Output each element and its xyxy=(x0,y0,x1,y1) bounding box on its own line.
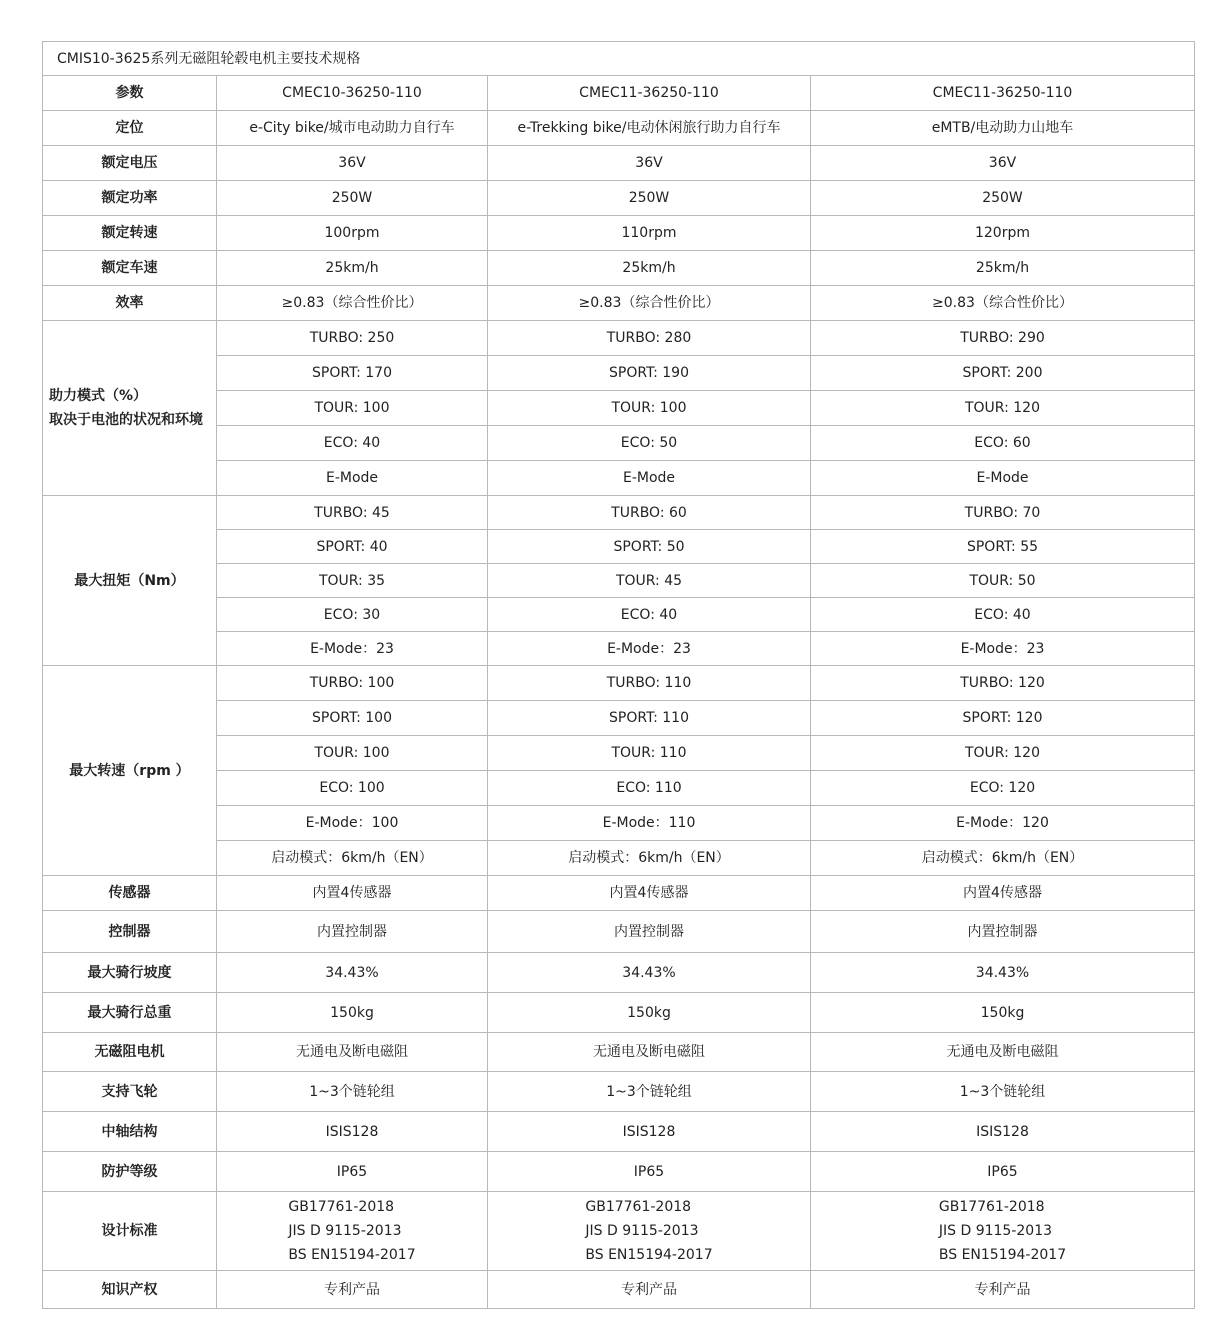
table-cell: 250W xyxy=(488,181,811,216)
assist-mode-label xyxy=(43,321,217,496)
table-row xyxy=(43,286,1195,321)
row-label: 支持飞轮 xyxy=(43,1072,217,1112)
assist-label-line1: 助力模式（%） xyxy=(49,388,148,404)
table-cell: E-Mode xyxy=(488,461,811,496)
table-cell: ISIS128 xyxy=(217,1112,488,1152)
row-label: 参数 xyxy=(43,76,217,111)
table-cell: 专利产品 xyxy=(217,1271,488,1309)
table-cell: E-Mode：100 xyxy=(217,806,488,841)
table-cell: TURBO: 100 xyxy=(217,666,488,701)
table-cell: TOUR: 100 xyxy=(217,736,488,771)
table-row xyxy=(43,993,1195,1033)
table-cell: TURBO: 110 xyxy=(488,666,811,701)
row-label: 中轴结构 xyxy=(43,1112,217,1152)
standard-item: GB17761-2018 xyxy=(288,1199,395,1215)
table-cell: ECO: 30 xyxy=(217,598,488,632)
table-row xyxy=(43,251,1195,286)
table-cell: E-Mode xyxy=(217,461,488,496)
table-cell: 36V xyxy=(217,146,488,181)
table-row xyxy=(43,76,1195,111)
table-row xyxy=(43,953,1195,993)
table-title: CMIS10-3625系列无磁阻轮毂电机主要技术规格 xyxy=(43,42,1195,76)
table-cell: SPORT: 50 xyxy=(488,530,811,564)
row-label: 防护等级 xyxy=(43,1152,217,1192)
table-row xyxy=(43,1112,1195,1152)
table-cell: IP65 xyxy=(217,1152,488,1192)
table-cell: SPORT: 190 xyxy=(488,356,811,391)
table-row xyxy=(43,1033,1195,1072)
table-row xyxy=(43,181,1195,216)
table-cell: E-Mode：120 xyxy=(811,806,1195,841)
row-label: 定位 xyxy=(43,111,217,146)
table-cell: ECO: 60 xyxy=(811,426,1195,461)
table-cell: 25km/h xyxy=(217,251,488,286)
table-cell: 150kg xyxy=(488,993,811,1033)
table-cell: 34.43% xyxy=(217,953,488,993)
table-row xyxy=(43,321,1195,356)
table-cell: 无通电及断电磁阻 xyxy=(811,1033,1195,1072)
assist-label-line2: 取决于电池的状况和环境 xyxy=(49,412,203,428)
table-cell: 专利产品 xyxy=(811,1271,1195,1309)
table-cell: ECO: 100 xyxy=(217,771,488,806)
standards-list xyxy=(288,1195,415,1267)
standards-cell xyxy=(488,1192,811,1271)
table-cell: ECO: 120 xyxy=(811,771,1195,806)
table-cell: TOUR: 100 xyxy=(488,391,811,426)
table-row xyxy=(43,111,1195,146)
standards-list xyxy=(939,1195,1066,1267)
table-cell: SPORT: 110 xyxy=(488,701,811,736)
table-cell: SPORT: 40 xyxy=(217,530,488,564)
table-cell: ISIS128 xyxy=(811,1112,1195,1152)
row-label: 最大骑行总重 xyxy=(43,993,217,1033)
table-cell: 150kg xyxy=(811,993,1195,1033)
table-cell: E-Mode：110 xyxy=(488,806,811,841)
table-row xyxy=(43,146,1195,181)
table-cell: SPORT: 100 xyxy=(217,701,488,736)
table-row xyxy=(43,876,1195,911)
table-cell: 启动模式：6km/h（EN） xyxy=(488,841,811,876)
standard-item: GB17761-2018 xyxy=(938,1199,1045,1215)
standards-cell xyxy=(811,1192,1195,1271)
table-cell: 25km/h xyxy=(488,251,811,286)
table-cell: ≥0.83（综合性价比） xyxy=(488,286,811,321)
table-cell: TURBO: 280 xyxy=(488,321,811,356)
table-cell: SPORT: 55 xyxy=(811,530,1195,564)
table-cell: 内置控制器 xyxy=(488,911,811,953)
table-cell: TURBO: 70 xyxy=(811,496,1195,530)
table-row xyxy=(43,1271,1195,1309)
table-cell: TOUR: 120 xyxy=(811,736,1195,771)
table-cell: eMTB/电动助力山地车 xyxy=(811,111,1195,146)
row-label: 传感器 xyxy=(43,876,217,911)
table-row xyxy=(43,216,1195,251)
table-cell: TOUR: 50 xyxy=(811,564,1195,598)
standard-item: GB17761-2018 xyxy=(585,1199,692,1215)
table-cell: 25km/h xyxy=(811,251,1195,286)
row-label: 额定电压 xyxy=(43,146,217,181)
table-cell: 36V xyxy=(811,146,1195,181)
row-label: 最大骑行坡度 xyxy=(43,953,217,993)
table-cell: 专利产品 xyxy=(488,1271,811,1309)
table-cell: 34.43% xyxy=(811,953,1195,993)
model-header-1: CMEC10-36250-110 xyxy=(217,76,488,111)
standard-item: BS EN15194-2017 xyxy=(585,1247,713,1263)
table-cell: 启动模式：6km/h（EN） xyxy=(217,841,488,876)
table-cell: 120rpm xyxy=(811,216,1195,251)
table-cell: SPORT: 170 xyxy=(217,356,488,391)
table-cell: ECO: 50 xyxy=(488,426,811,461)
table-cell: 内置4传感器 xyxy=(811,876,1195,911)
max-torque-label: 最大扭矩（Nm） xyxy=(43,496,217,666)
model-header-2: CMEC11-36250-110 xyxy=(488,76,811,111)
spec-table xyxy=(42,41,1195,1309)
table-cell: E-Mode xyxy=(811,461,1195,496)
table-cell: 150kg xyxy=(217,993,488,1033)
table-cell: IP65 xyxy=(488,1152,811,1192)
table-cell: 内置控制器 xyxy=(217,911,488,953)
table-cell: E-Mode：23 xyxy=(488,632,811,666)
table-cell: ECO: 40 xyxy=(811,598,1195,632)
table-row xyxy=(43,1152,1195,1192)
table-cell: 36V xyxy=(488,146,811,181)
row-label: 控制器 xyxy=(43,911,217,953)
table-cell: TOUR: 110 xyxy=(488,736,811,771)
table-cell: TOUR: 35 xyxy=(217,564,488,598)
row-label: 无磁阻电机 xyxy=(43,1033,217,1072)
table-row xyxy=(43,496,1195,530)
table-cell: 内置控制器 xyxy=(811,911,1195,953)
table-cell: 110rpm xyxy=(488,216,811,251)
max-speed-label: 最大转速（rpm ） xyxy=(43,666,217,876)
row-label: 效率 xyxy=(43,286,217,321)
table-cell: 内置4传感器 xyxy=(217,876,488,911)
table-cell: e-Trekking bike/电动休闲旅行助力自行车 xyxy=(488,111,811,146)
model-header-3: CMEC11-36250-110 xyxy=(811,76,1195,111)
table-cell: TURBO: 290 xyxy=(811,321,1195,356)
standards-cell xyxy=(217,1192,488,1271)
standard-item: JIS D 9115-2013 xyxy=(288,1223,402,1239)
table-cell: 1~3个链轮组 xyxy=(488,1072,811,1112)
table-cell: 34.43% xyxy=(488,953,811,993)
table-cell: TOUR: 45 xyxy=(488,564,811,598)
table-cell: IP65 xyxy=(811,1152,1195,1192)
table-cell: 1~3个链轮组 xyxy=(217,1072,488,1112)
table-cell: ECO: 40 xyxy=(488,598,811,632)
table-cell: ISIS128 xyxy=(488,1112,811,1152)
table-cell: SPORT: 120 xyxy=(811,701,1195,736)
table-row xyxy=(43,1192,1195,1271)
table-cell: ≥0.83（综合性价比） xyxy=(811,286,1195,321)
table-cell: 100rpm xyxy=(217,216,488,251)
table-cell: TOUR: 120 xyxy=(811,391,1195,426)
row-label: 额定功率 xyxy=(43,181,217,216)
standards-list xyxy=(585,1195,712,1267)
table-row xyxy=(43,42,1195,76)
table-cell: E-Mode：23 xyxy=(811,632,1195,666)
table-cell: ECO: 40 xyxy=(217,426,488,461)
table-cell: TURBO: 250 xyxy=(217,321,488,356)
table-cell: 250W xyxy=(217,181,488,216)
table-cell: 内置4传感器 xyxy=(488,876,811,911)
table-cell: 无通电及断电磁阻 xyxy=(488,1033,811,1072)
row-label: 设计标准 xyxy=(43,1192,217,1271)
table-cell: TOUR: 100 xyxy=(217,391,488,426)
row-label: 额定转速 xyxy=(43,216,217,251)
table-cell: 250W xyxy=(811,181,1195,216)
table-row xyxy=(43,911,1195,953)
standard-item: BS EN15194-2017 xyxy=(288,1247,416,1263)
table-cell: E-Mode：23 xyxy=(217,632,488,666)
table-cell: e-City bike/城市电动助力自行车 xyxy=(217,111,488,146)
standard-item: JIS D 9115-2013 xyxy=(938,1223,1053,1239)
table-cell: ≥0.83（综合性价比） xyxy=(217,286,488,321)
table-row xyxy=(43,1072,1195,1112)
table-cell: TURBO: 60 xyxy=(488,496,811,530)
row-label: 知识产权 xyxy=(43,1271,217,1309)
table-row xyxy=(43,666,1195,701)
table-cell: SPORT: 200 xyxy=(811,356,1195,391)
row-label: 额定车速 xyxy=(43,251,217,286)
table-cell: TURBO: 45 xyxy=(217,496,488,530)
standard-item: JIS D 9115-2013 xyxy=(585,1223,699,1239)
table-cell: ECO: 110 xyxy=(488,771,811,806)
table-cell: 无通电及断电磁阻 xyxy=(217,1033,488,1072)
table-cell: TURBO: 120 xyxy=(811,666,1195,701)
table-cell: 启动模式：6km/h（EN） xyxy=(811,841,1195,876)
standard-item: BS EN15194-2017 xyxy=(938,1247,1067,1263)
table-cell: 1~3个链轮组 xyxy=(811,1072,1195,1112)
